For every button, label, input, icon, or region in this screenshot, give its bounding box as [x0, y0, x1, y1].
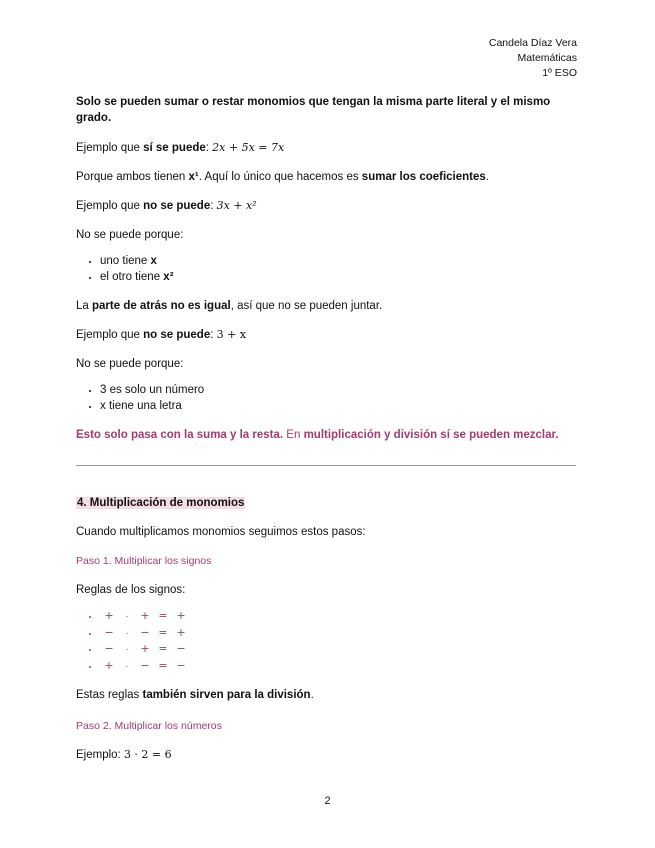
note-bold-1: Esto solo pasa con la suma y la resta.	[76, 429, 284, 441]
example-no-1	[76, 198, 578, 214]
reason1-item2-bold: x²	[163, 270, 174, 283]
sign-a: −	[104, 642, 114, 655]
section-title-line	[76, 495, 578, 511]
list-item	[100, 641, 578, 658]
note-middle: En	[283, 429, 304, 441]
because-prefix: Porque ambos tienen	[76, 171, 189, 183]
back-part-line	[76, 298, 578, 314]
sign-a: +	[104, 658, 114, 672]
multiply-dot: ·	[125, 627, 129, 639]
because-bold-coefficients: sumar los coeficientes	[361, 171, 486, 183]
intro-rule: Solo se pueden sumar o restar monomios que tengan la misma parte literal y el mismo grado.	[76, 96, 551, 124]
division-note-prefix: Estas reglas	[76, 689, 143, 701]
step-1-heading: Paso 1. Multiplicar los signos	[76, 555, 212, 567]
step-2-heading: Paso 2. Multiplicar los números	[76, 720, 222, 732]
section-title: 4. Multiplicación de monomios	[77, 497, 245, 509]
example-no1-prefix: Ejemplo que	[76, 200, 144, 212]
multiply-dot: ·	[125, 611, 129, 622]
because-bold-exponent: x¹	[188, 171, 199, 183]
sign-result: +	[176, 609, 186, 622]
equals-sign: =	[158, 658, 168, 672]
division-note	[76, 687, 578, 703]
equals-sign: =	[158, 609, 168, 622]
list-item	[100, 270, 578, 286]
list-item	[100, 254, 578, 270]
list-item	[100, 608, 578, 625]
page-header	[489, 36, 577, 81]
section-divider	[76, 465, 576, 466]
example-no-2	[76, 327, 578, 343]
example-no2-colon: :	[210, 329, 217, 341]
reason1-item2-text: el otro tiene	[100, 270, 164, 283]
example-multiply	[76, 747, 578, 763]
example-no1-colon: :	[210, 200, 217, 212]
back-part-bold: parte de atrás no es igual	[92, 300, 231, 312]
example-yes-expression: 2x + 5x = 7x	[212, 141, 285, 154]
equals-sign: =	[158, 642, 168, 655]
header-subject: Matemáticas	[517, 52, 577, 64]
because-end: .	[485, 171, 489, 183]
list-item: • 3 es solo un número	[100, 383, 578, 399]
list-item	[100, 658, 578, 675]
sign-a: −	[104, 625, 114, 639]
back-part-prefix: La	[76, 300, 92, 312]
header-author: Candela Díaz Vera	[488, 37, 577, 49]
because-middle: . Aquí lo único que hacemos es	[198, 171, 362, 183]
example-multiply-label: Ejemplo:	[76, 749, 124, 761]
reason-1-label: No se puede porque:	[76, 229, 184, 241]
reason-2-list	[76, 383, 578, 414]
list-item	[100, 625, 578, 642]
sign-result: +	[176, 625, 186, 639]
document-body	[76, 94, 578, 763]
reason-2-label: No se puede porque:	[76, 358, 184, 370]
example-no1-expression: 3x + x²	[216, 199, 257, 212]
sign-result: −	[176, 642, 186, 655]
because-line	[76, 169, 578, 185]
note-bold-2: multiplicación y división sí se pueden mezclar.	[303, 429, 559, 441]
list-item: • x tiene una letra	[100, 399, 578, 415]
division-note-bold: también sirven para la división	[142, 689, 311, 701]
sign-result: −	[176, 658, 186, 672]
example-no2-expression: 3 + x	[216, 328, 247, 341]
back-part-end: , así que no se pueden juntar.	[230, 300, 383, 312]
example-yes-colon: :	[205, 142, 213, 154]
section-intro: Cuando multiplicamos monomios seguimos estos pasos:	[76, 526, 366, 538]
example-no2-prefix: Ejemplo que	[76, 329, 144, 341]
example-no1-bold: no se puede	[143, 200, 211, 212]
example-multiply-expression: 3 · 2 = 6	[123, 748, 172, 761]
multiply-dot: ·	[125, 644, 129, 655]
note-line	[76, 427, 578, 443]
multiply-dot: ·	[125, 660, 129, 672]
page-number: 2	[324, 795, 331, 807]
sign-b: +	[140, 642, 150, 655]
equals-sign: =	[158, 625, 168, 639]
division-note-end: .	[310, 689, 314, 701]
sign-rules-list	[76, 608, 578, 674]
sign-b: −	[140, 658, 150, 672]
sign-rules-label: Reglas de los signos:	[76, 584, 186, 596]
example-yes-bold: sí se puede	[143, 142, 206, 154]
header-course: 1º ESO	[542, 67, 577, 79]
reason1-item1-text: uno tiene	[100, 255, 151, 267]
sign-b: −	[140, 625, 150, 639]
reason1-item1-bold: x	[150, 255, 157, 267]
sign-b: +	[140, 609, 150, 622]
example-yes-prefix: Ejemplo que	[76, 142, 144, 154]
sign-a: +	[104, 609, 114, 622]
example-yes	[76, 140, 578, 156]
example-no2-bold: no se puede	[143, 329, 211, 341]
reason-1-list	[76, 254, 578, 285]
